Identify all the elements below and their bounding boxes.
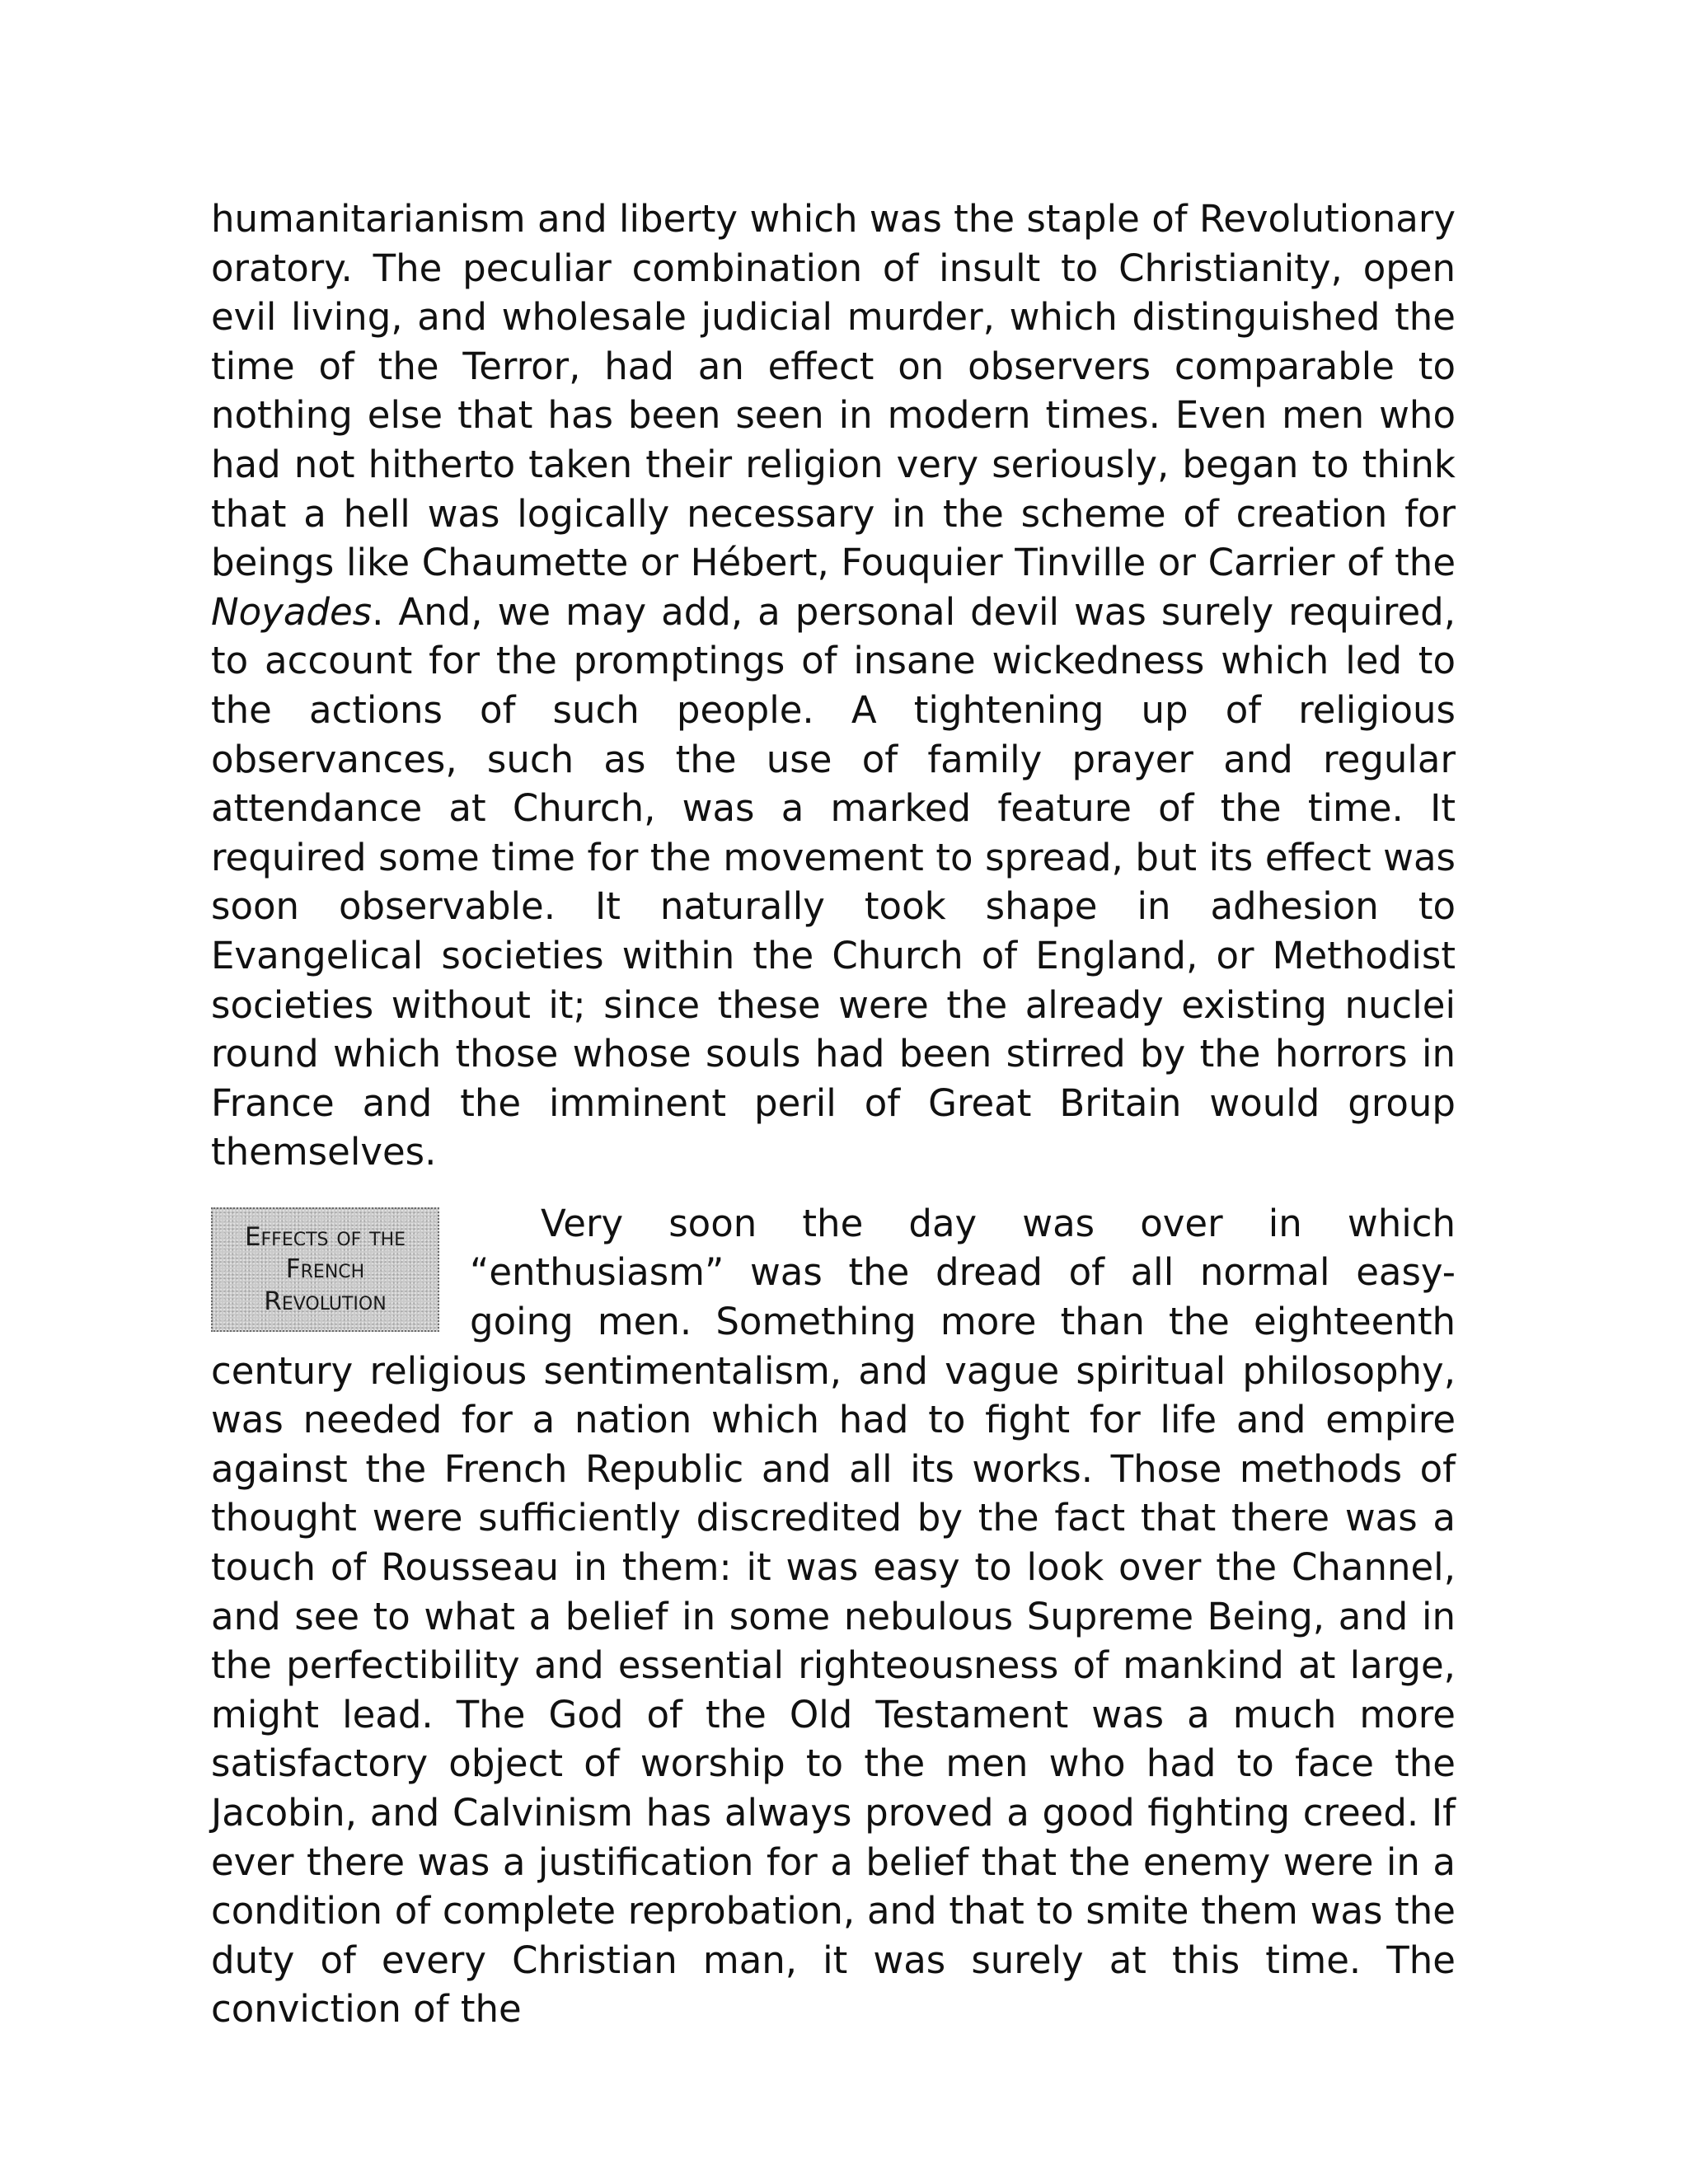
- sidenote-label: Effects of the French Revolution: [244, 1221, 406, 1316]
- sidenote-box: [211, 1207, 439, 1332]
- italic-term-noyades: Noyades: [211, 589, 373, 634]
- paragraph-text-continued: . And, we may add, a personal devil was surely required, to account for the promptings of insane wickedness which led to the actions of such people. A tightening up of religious observances, such as the use of family prayer and regular attendance at Church, was a marked feature of the time. It required some time for the movement to spread, but its effect was soon observable. It naturally took shape in adhesion to Evangelical societies within the Church of England, or Methodist societies without it; since these were the already existing nuclei round which those whose souls had been stirred by the horrors in France and the imminent peril of Great Britain would group themselves.: [211, 589, 1456, 1174]
- paragraph-text: humanitarianism and liberty which was the staple of Revolutionary oratory. The peculiar combination of insult to Christianity, open evil living, and wholesale judicial murder, which distinguished the time of the Terror, had an effect on observers comparable to nothing else that has been seen in modern times. Even men who had not hitherto taken their religion very seriously, began to think that a hell was logically necessary in the scheme of creation for beings like Chaumette or Hébert, Fouquier Tinville or Carrier of the: [211, 197, 1456, 585]
- paragraph-text: Very soon the day was over in which “enthusiasm” was the dread of all normal easy-going men. Something more than the eighteenth century religious sentimentalism, and vague spiritual philosophy, was needed for a nation which had to fight for life and empire against the French Republic and all its works. Those methods of thought were sufficiently discredited by the fact that there was a touch of Rousseau in them: it was easy to look over the Channel, and see to what a belief in some nebulous Supreme Being, and in the perfectibility and essential righteousness of mankind at large, might lead. The God of the Old Testament was a much more satisfactory object of worship to the men who had to face the Jacobin, and Calvinism has always proved a good fighting creed. If ever there was a justification for a belief that the enemy were in a condition of complete reprobation, and that to smite them was the duty of every Christian man, it was surely at this time. The conviction of the: [211, 1201, 1456, 2032]
- paragraph-terror: [211, 194, 1456, 1177]
- page-body: [211, 194, 1456, 2034]
